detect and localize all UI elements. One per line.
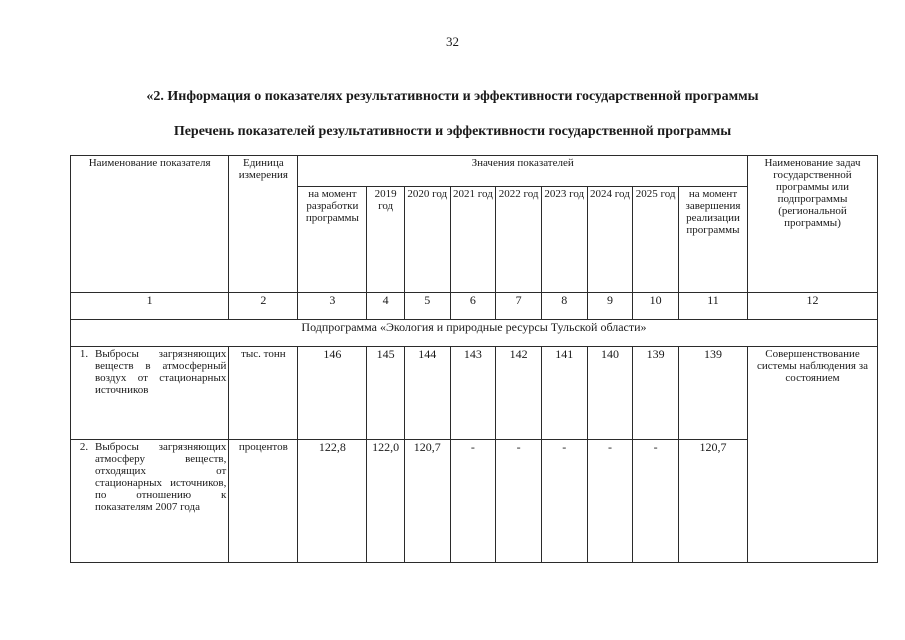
task-cell: Совершенствование системы наблюдения за состоянием <box>748 347 878 563</box>
column-number: 12 <box>748 293 878 320</box>
column-number: 2 <box>229 293 298 320</box>
indicator-name-cell <box>71 440 229 563</box>
value-cell: 140 <box>587 347 633 440</box>
header-indicator-name: Наименование показателя <box>71 156 229 293</box>
value-cell: 139 <box>678 347 747 440</box>
value-cell: - <box>587 440 633 563</box>
page-number: 32 <box>446 34 459 49</box>
value-cell: 145 <box>367 347 405 440</box>
subheader-cell: 2022 год <box>496 187 542 293</box>
table-row <box>71 347 878 440</box>
header-unit: Единица измерения <box>229 156 298 293</box>
indicator-name: Выбросы загрязняющих веществ в атмосферный воздух от стационарных источников <box>95 348 227 396</box>
column-number: 8 <box>541 293 587 320</box>
value-cell: 122,0 <box>367 440 405 563</box>
subheader-cell: 2023 год <box>541 187 587 293</box>
column-number: 7 <box>496 293 542 320</box>
subheader-cell: 2020 год <box>404 187 450 293</box>
subheader-cell: 2021 год <box>450 187 496 293</box>
indicator-name-cell <box>71 347 229 440</box>
unit-cell: процентов <box>229 440 298 563</box>
value-cell: 144 <box>404 347 450 440</box>
row-number: 2. <box>79 441 89 453</box>
table-title: Перечень показателей результативности и эффективности государственной программы <box>173 124 732 139</box>
column-number: 11 <box>678 293 747 320</box>
indicators-table <box>70 155 878 563</box>
value-cell: 120,7 <box>404 440 450 563</box>
column-number: 9 <box>587 293 633 320</box>
value-cell: 139 <box>633 347 679 440</box>
value-cell: 141 <box>541 347 587 440</box>
column-number: 10 <box>633 293 679 320</box>
column-number: 6 <box>450 293 496 320</box>
subheader-cell: 2025 год <box>633 187 679 293</box>
value-cell: - <box>633 440 679 563</box>
value-cell: 120,7 <box>678 440 747 563</box>
section-heading: «2. Информация о показателях результативности и эффективности государственной программы <box>146 89 759 104</box>
column-number: 4 <box>367 293 405 320</box>
subheader-cell: 2019 год <box>367 187 405 293</box>
value-cell: - <box>496 440 542 563</box>
subprogram-title: Подпрограмма «Экология и природные ресурсы Тульской области» <box>71 320 878 347</box>
indicator-name: Выбросы загрязняющих атмосферу веществ, отходящих от стационарных источников, по отношению к показателям 2007 года <box>95 441 227 513</box>
subheader-cell: на момент завершения реализации программы <box>678 187 747 293</box>
header-tasks: Наименование задач государственной программы или подпрограммы (региональной программы) <box>748 156 878 293</box>
row-number: 1. <box>79 348 89 360</box>
value-cell: 146 <box>298 347 367 440</box>
value-cell: 143 <box>450 347 496 440</box>
column-number: 1 <box>71 293 229 320</box>
value-cell: - <box>450 440 496 563</box>
value-cell: 122,8 <box>298 440 367 563</box>
column-number-row <box>71 293 878 320</box>
header-values: Значения показателей <box>298 156 748 187</box>
value-cell: 142 <box>496 347 542 440</box>
subheader-cell: 2024 год <box>587 187 633 293</box>
unit-cell: тыс. тонн <box>229 347 298 440</box>
column-number: 5 <box>404 293 450 320</box>
column-number: 3 <box>298 293 367 320</box>
subheader-cell: на момент разработки программы <box>298 187 367 293</box>
value-cell: - <box>541 440 587 563</box>
